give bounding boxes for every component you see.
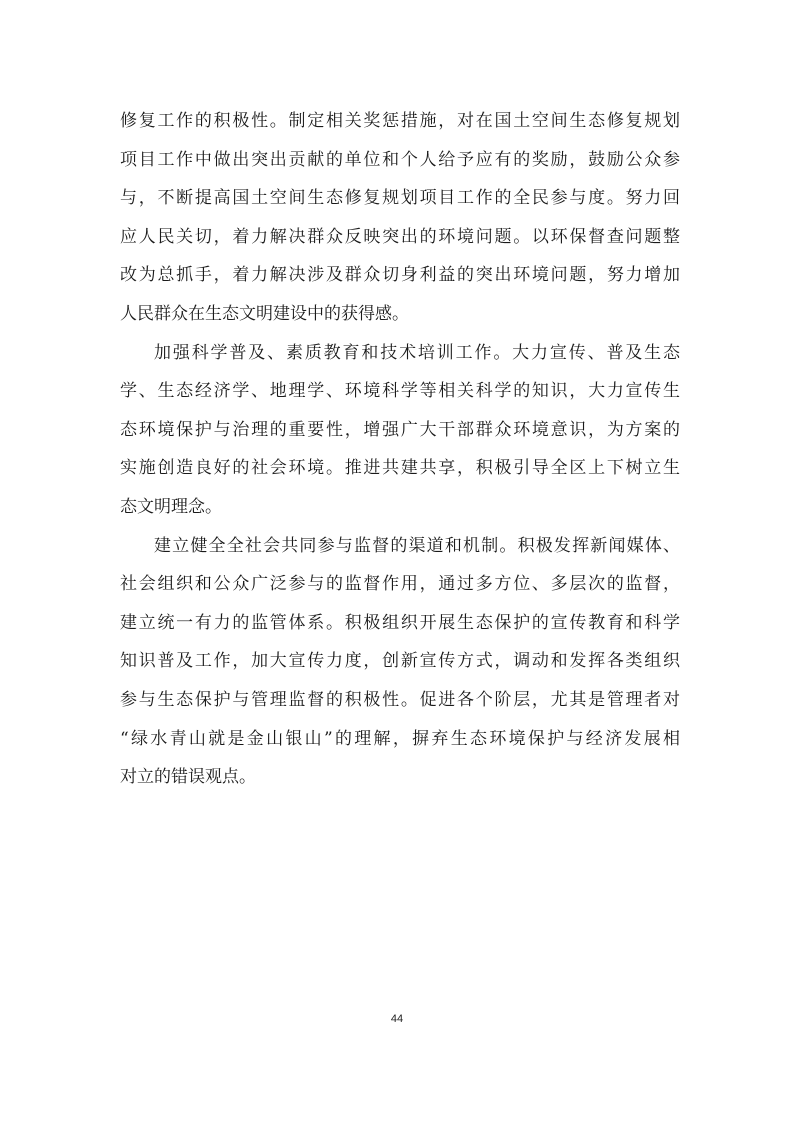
text-line: 学、生态经济学、地理学、环境科学等相关科学的知识，大力宣传生 — [120, 381, 680, 402]
text-line: 建立统一有力的监管体系。积极组织开展生态保护的宣传教育和科学 — [120, 612, 680, 633]
paragraph-2 — [120, 334, 680, 527]
text-line: 社会组织和公众广泛参与的监督作用，通过多方位、多层次的监督， — [120, 574, 680, 595]
page-number: 44 — [390, 1013, 404, 1025]
paragraph-1 — [120, 102, 680, 334]
text-line: 参与生态保护与管理监督的积极性。促进各个阶层，尤其是管理者对 — [120, 689, 680, 710]
text-line: 加强科学普及、素质教育和技术培训工作。大力宣传、普及生态 — [154, 342, 680, 363]
text-line: 实施创造良好的社会环境。推进共建共享，积极引导全区上下树立生 — [120, 458, 680, 479]
text-line: 人民群众在生态文明建设中的获得感。 — [120, 303, 409, 324]
text-line: “绿水青山就是金山银山”的理解，摒弃生态环境保护与经济发展相 — [120, 728, 680, 749]
text-line: 修复工作的积极性。制定相关奖惩措施，对在国土空间生态修复规划 — [120, 111, 680, 131]
text-line: 建立健全全社会共同参与监督的渠道和机制。积极发挥新闻媒体、 — [154, 535, 680, 556]
text-line: 知识普及工作，加大宣传力度，创新宣传方式，调动和发挥各类组织 — [120, 651, 680, 672]
text-line: 对立的错误观点。 — [120, 767, 256, 788]
text-line: 态环境保护与治理的重要性，增强广大干部群众环境意识，为方案的 — [120, 419, 680, 440]
text-line: 与，不断提高国土空间生态修复规划项目工作的全民参与度。努力回 — [120, 188, 680, 209]
text-line: 改为总抓手，着力解决涉及群众切身利益的突出环境问题，努力增加 — [120, 265, 680, 286]
text-line: 应人民关切，着力解决群众反映突出的环境问题。以环保督查问题整 — [120, 226, 680, 247]
text-line: 态文明理念。 — [120, 496, 222, 517]
body-text — [120, 102, 680, 797]
paragraph-3 — [120, 527, 680, 797]
text-line: 项目工作中做出突出贡献的单位和个人给予应有的奖励，鼓励公众参 — [120, 149, 680, 170]
